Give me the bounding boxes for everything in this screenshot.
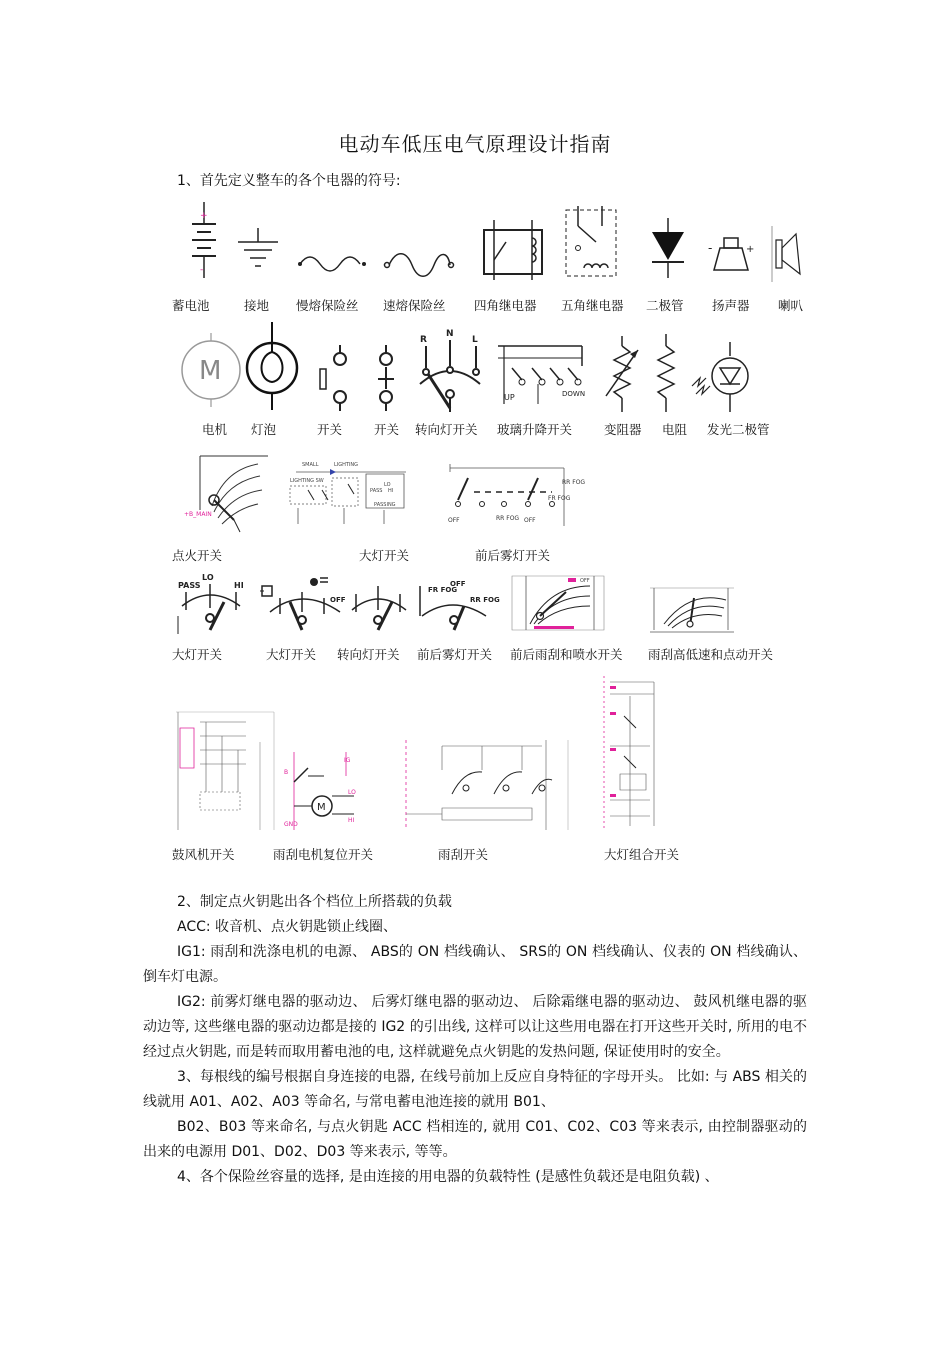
four-pin-relay-symbol [480,220,546,280]
label-ignition-switch: 点火开关 [172,548,223,563]
label-horn: 喇叭 [778,298,804,313]
window-switch-symbol [498,340,584,412]
label-switch-2: 开关 [374,422,400,437]
fog-fr-label: FR FOG [548,495,571,502]
r4a-pass-label: PASS [178,581,201,590]
svg-text:-: - [708,241,713,255]
wm-hi-label: HI [348,817,355,824]
label-turn-signal-switch: 转向灯开关 [415,422,478,437]
section2-ig1: IG1: 雨刮和洗涤电机的电源、 ABS的 ON 档线确认、 SRS的 ON 档线确认、仪表的 ON 档线确认、倒车灯电源。 [143,944,807,985]
ground-symbol [236,228,280,278]
fog-off-label-2: OFF [524,517,536,524]
turn-r-label: R [420,335,427,345]
label-led: 发光二极管 [707,422,770,437]
hl-hi-label: HI [388,488,394,494]
label-bulb: 灯泡 [251,422,277,437]
r4e-off-label: OFF [580,578,590,584]
ignition-switch-symbol [184,450,268,532]
r4d-rr-label: RR FOG [470,596,500,604]
r4a-lo-label: LO [202,573,214,582]
label-wiper-switch: 雨刮开关 [438,847,489,862]
label-wiper-washer-switch: 前后雨刮和喷水开关 [510,647,623,662]
r4a-hi-label: HI [234,581,244,590]
wiper-speed-switch-diagram [650,580,734,634]
diode-symbol [648,218,688,280]
hl-passing-label: PASSING [374,502,396,508]
motor-letter: M [199,356,222,386]
switch-symbol-1 [316,345,352,411]
fog-off-label-1: OFF [448,517,460,524]
turn-n-label: N [446,329,454,339]
wm-gnd-label: GND [284,821,298,828]
label-ground: 接地 [244,298,270,313]
svg-text:+: + [746,244,755,255]
led-symbol [690,342,752,412]
svg-text:+: + [200,211,208,221]
turn-l-label: L [472,335,478,345]
label-wiper-motor-reset: 雨刮电机复位开关 [273,847,374,862]
label-turn-signal-switch-2: 转向灯开关 [337,647,400,662]
r4d-off-label: OFF [450,580,466,588]
wm-lo-label: LO [348,789,356,796]
label-five-pin-relay: 五角继电器 [561,298,624,313]
slow-fuse-symbol [298,250,368,278]
label-headlight-switch-2: 大灯开关 [172,647,223,662]
hl-lo-label: LO [384,482,391,488]
section2-ig2: IG2: 前雾灯继电器的驱动边、 后雾灯继电器的驱动边、 后除霜继电器的驱动边、 鼓风机继电器的驱动边等, 这些继电器的驱动边都是接的 IG2 的引出线, 这样可以让这些用电器在打开这些开关时, 所用的电不经过点火钥匙, 而是转而取用蓄电池的电, 这样就避免点火钥匙的发热问题, 保证使用时的安全。 [143,994,807,1060]
section2-heading: 2、制定点火钥匙出各个档位上所搭载的负载 [177,894,452,910]
label-headlight-switch-1: 大灯开关 [359,548,410,563]
label-speaker: 扬声器 [712,298,750,313]
label-headlight-switch-3: 大灯开关 [266,647,317,662]
label-fog-switch-1: 前后雾灯开关 [475,548,551,563]
label-slow-fuse: 慢熔保险丝 [296,298,359,313]
hl-pass-label: PASS [370,488,383,494]
hl-small-label: SMALL [302,462,319,468]
resistor-symbol [656,334,676,412]
label-resistor: 电阻 [662,422,688,437]
section2-acc: ACC: 收音机、点火钥匙锁止线圈、 [177,919,398,935]
label-switch-1: 开关 [317,422,343,437]
speaker-symbol [706,232,756,276]
body-text [143,890,807,1190]
window-up-label: UP [504,393,515,402]
section3-text-1: 3、每根线的编号根据自身连接的电器, 在线号前加上反应自身特征的字母开头。 比如: 与 ABS 相关的线就用 A01、A02、A03 等命名, 与常电蓄电池连接的就用 B01、 [143,1069,807,1110]
section3-text-2: B02、B03 等来命名, 与点火钥匙 ACC 档相连的, 就用 C01、C02、C03 等来表示, 由控制器驱动的出来的电源用 D01、D02、D03 等来表示, 等等。 [143,1119,807,1160]
label-battery: 蓄电池 [172,298,210,313]
label-fast-fuse: 速熔保险丝 [383,298,446,313]
ignition-main-label: +B_MAIN [184,511,212,518]
motor-symbol [178,333,244,407]
wiper-switch-diagram [402,740,572,830]
svg-text:-: - [200,265,204,275]
five-pin-relay-symbol [562,206,620,280]
label-motor: 电机 [202,422,228,437]
wm-b-label: B [284,769,289,776]
label-four-pin-relay: 四角继电器 [474,298,537,313]
bulb-symbol [244,322,300,410]
wiper-washer-switch-diagram [510,572,606,634]
label-wiper-speed-switch: 雨刮高低速和点动开关 [648,647,774,662]
label-fog-switch-2: 前后雾灯开关 [417,647,493,662]
headlight-switch-diagram-3 [260,572,346,634]
section1-heading: 1、首先定义整车的各个电器的符号: [177,173,401,189]
headlight-switch-diagram-2 [174,570,246,634]
r4b-off-label: OFF [330,596,346,604]
horn-symbol [768,226,804,282]
page-title: 电动车低压电气原理设计指南 [338,132,612,156]
r4d-fr-label: FR FOG [428,586,458,594]
blower-switch-diagram [176,712,274,830]
wiper-motor-reset-diagram [284,752,358,830]
wm-ig-label: IG [344,757,351,764]
fog-rr-label: RR FOG [496,515,520,522]
fog-switch-diagram [444,464,586,526]
turn-signal-switch-symbol [414,328,486,412]
small-motor-letter: M [317,802,326,813]
turn-signal-switch-diagram-2 [348,580,410,634]
section4-text: 4、各个保险丝容量的选择, 是由连接的用电器的负载特性 (是感性负载还是电阻负载) 、 [177,1169,719,1185]
fog-switch-diagram-2 [416,576,500,634]
label-blower-switch: 鼓风机开关 [172,847,235,862]
battery-symbol [184,202,224,282]
rheostat-symbol [604,336,642,412]
headlight-switch-diagram-1 [288,460,408,526]
label-headlight-combo-switch: 大灯组合开关 [604,847,680,862]
window-down-label: DOWN [562,390,586,398]
hl-lighting-sw-label: LIGHTING SW [290,478,324,484]
hl-lighting-label: LIGHTING [334,462,359,468]
label-window-switch: 玻璃升降开关 [497,422,573,437]
label-rheostat: 变阻器 [604,422,642,437]
label-diode: 二极管 [646,298,684,313]
fast-fuse-symbol [384,252,454,278]
fog-rr2-label: RR FOG [562,479,586,486]
headlight-combo-switch-diagram [600,676,664,830]
switch-symbol-2 [372,345,404,411]
